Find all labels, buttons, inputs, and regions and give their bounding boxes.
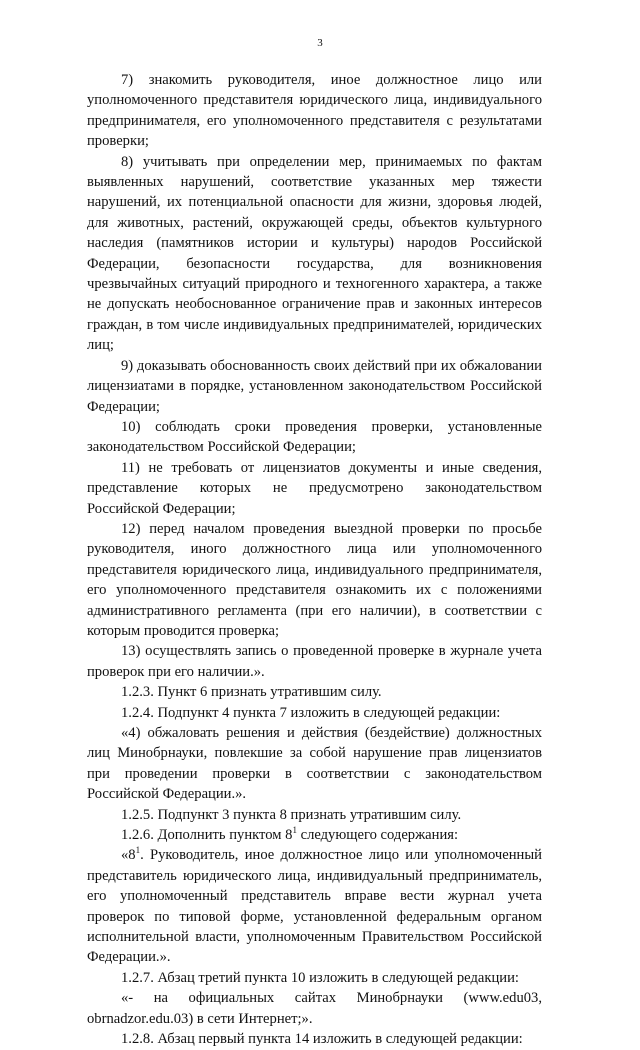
paragraph-1-2-6-end: следующего содержания: <box>296 827 459 844</box>
paragraph-item-12: 12) перед началом проведения выездной проверки по просьбе руководителя, иного должностного лица или уполномоченного представителя юридического лица, индивидуального предпринимателя, его уполномоченного представителя ознакомить их с положениями административного регламента (при его наличии), в соответствии с которым проводится проверка; <box>87 520 542 639</box>
paragraph-1-2-5: 1.2.5. Подпункт 3 пункта 8 признать утратившим силу. <box>121 806 462 823</box>
paragraph-item-10: 10) соблюдать сроки проведения проверки, установленные законодательством Российской Федерации; <box>87 418 542 456</box>
paragraph-item-13: 13) осуществлять запись о проведенной проверке в журнале учета проверок при его наличии.». <box>87 643 542 680</box>
paragraph-1-2-6-start: 1.2.6. Дополнить пунктом 8 <box>121 827 293 844</box>
page-number: 3 <box>317 37 323 49</box>
paragraph-1-2-7: 1.2.7. Абзац третий пункта 10 изложить в следующей редакции: <box>121 969 519 986</box>
superscript-index: 1 <box>292 825 297 836</box>
paragraph-item-11: 11) не требовать от лицензиатов документы и иные сведения, представление которых не предусмотрено законодательством Российской Федерации; <box>87 459 542 517</box>
paragraph-1-2-3: 1.2.3. Пункт 6 признать утратившим силу. <box>121 684 382 701</box>
paragraph-quote-item-4: «4) обжаловать решения и действия (бездействие) должностных лиц Минобрнауки, повлекшие за собой нарушение прав лицензиатов при проведении проверки в соответствии с законодательством Российской Федерации.». <box>87 725 542 803</box>
superscript-index: 1 <box>135 845 141 856</box>
paragraph-1-2-8: 1.2.8. Абзац первый пункта 14 изложить в следующей редакции: <box>121 1031 523 1048</box>
paragraph-item-7: 7) знакомить руководителя, иное должностное лицо или уполномоченного представителя юридического лица, индивидуального предпринимателя, его уполномоченного представителя с результатами проверки; <box>87 72 542 150</box>
paragraph-item-9: 9) доказывать обоснованность своих действий при их обжаловании лицензиатами в порядке, установленном законодательством Российской Федерации; <box>87 357 542 415</box>
document-body <box>87 70 542 1050</box>
paragraph-quote-end: . Руководитель, иное должностное лицо или уполномоченный представитель юридического лица, индивидуальный предприниматель, его уполномоченный представитель вправе вести журнал учета проверок по типовой форме, установленной федеральным органом исполнительной власти, уполномоченным Правительством Российской Федерации.». <box>87 847 542 966</box>
paragraph-1-2-6 <box>87 825 542 845</box>
paragraph-quote-start: «8 <box>121 847 136 864</box>
paragraph-1-2-4: 1.2.4. Подпункт 4 пункта 7 изложить в следующей редакции: <box>121 704 501 721</box>
paragraph-quote-websites: «- на официальных сайтах Минобрнауки (www.edu03, obrnadzor.edu.03) в сети Интернет;». <box>87 990 542 1027</box>
paragraph-quote-item-8-1 <box>87 845 542 967</box>
paragraph-item-8: 8) учитывать при определении мер, принимаемых по фактам выявленных нарушений, соответствие указанных мер тяжести нарушений, их потенциальной опасности для жизни, здоровья людей, для животных, растений, окружающей среды, объектов культурного наследия (памятников истории и культуры) народов Российской Федерации, безопасности государства, для возникновения чрезвычайных ситуаций природного и техногенного характера, а также не допускать необоснованное ограничение прав и законных интересов граждан, в том числе индивидуальных предпринимателей, юридических лиц; <box>87 153 542 354</box>
